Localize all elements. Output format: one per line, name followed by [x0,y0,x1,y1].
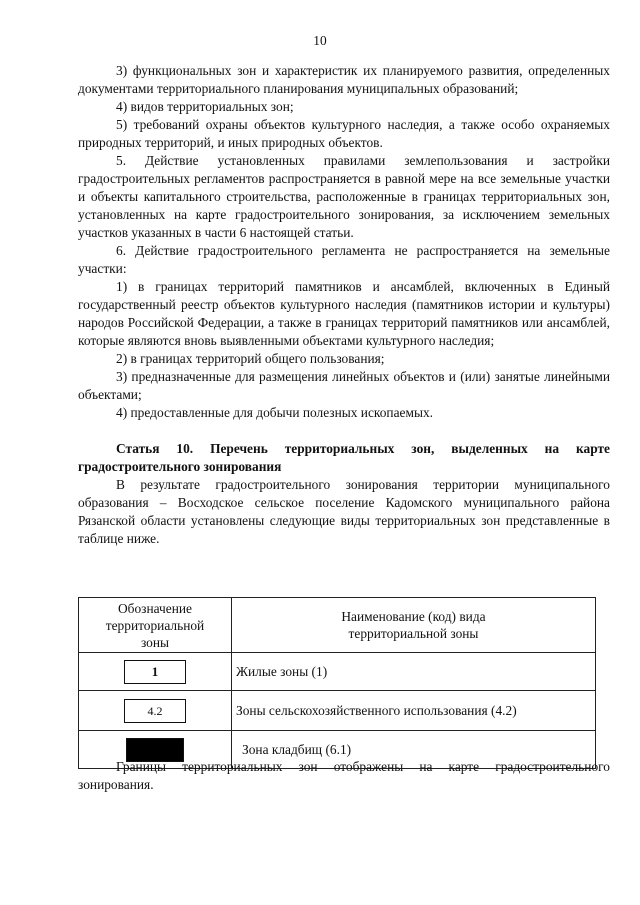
paragraph: 4) видов территориальных зон; [116,99,294,114]
header-text: Наименование (код) вида [341,609,486,624]
symbol-cell [79,691,232,731]
zone-name-cell: Жилые зоны (1) [232,653,596,691]
symbol-cell [79,653,232,691]
paragraph: 3) предназначенные для размещения линейных объектов и (или) занятые линейными объектами; [78,369,610,402]
zone-name-cell: Зона кладбищ (6.1) [232,731,596,769]
zone-name-cell: Зоны сельскохозяйственного использования (4.2) [232,691,596,731]
paragraph: 5. Действие установленных правилами землепользования и застройки градостроительных регламентов распространяется в равной мере на все земельные участки и объекты капитального строительства, расположенные в границах территориальных зон, установленных на карте градостроительного зонирования, за исключением земельных участков указанных в части 6 настоящей статьи. [78,153,610,240]
header-text: территориальной зоны [348,626,479,641]
zone-symbol-agricultural: 4.2 [124,699,186,723]
intro-paragraph: В результате градостроительного зонирования территории муниципального образования – Восходское сельское поселение Кадомского муниципального района Рязанской области установлены следующие виды территориальных зон представленные в таблице ниже. [78,477,610,546]
paragraph: 6. Действие градостроительного регламента не распространяется на земельные участки: [78,243,610,276]
header-cell-symbol [79,598,232,653]
paragraph: 5) требований охраны объектов культурного наследия, а также особо охраняемых природных территорий, и иных природных объектов. [78,117,610,150]
paragraph: 2) в границах территорий общего пользования; [116,351,385,366]
header-text: зоны [140,634,170,650]
header-text: Обозначение [118,600,192,616]
table-row [79,653,596,691]
table-header-row [79,598,596,653]
zones-table [78,597,596,769]
header-text: территориальной [105,617,205,633]
article-heading: Статья 10. Перечень территориальных зон, выделенных на карте градостроительного зонирования [78,441,610,474]
zone-symbol-residential: 1 [124,660,186,684]
footer-paragraph: Границы территориальных зон отображены на карте градостроительного зонирования. [78,759,610,792]
paragraph: 4) предоставленные для добычи полезных ископаемых. [116,405,434,420]
table-row [79,691,596,731]
document-body [78,62,610,548]
paragraph: 1) в границах территорий памятников и ансамблей, включенных в Единый государственный реестр объектов культурного наследия (памятников истории и культуры) народов Российской Федерации, а также в границах территорий памятников или ансамблей, которые являются вновь выявленными объектами культурного наследия; [78,279,610,348]
page-number: 10 [313,33,327,48]
header-cell-name [232,598,596,653]
paragraph: 3) функциональных зон и характеристик их планируемого развития, определенных документами территориального планирования муниципальных образований; [78,63,610,96]
